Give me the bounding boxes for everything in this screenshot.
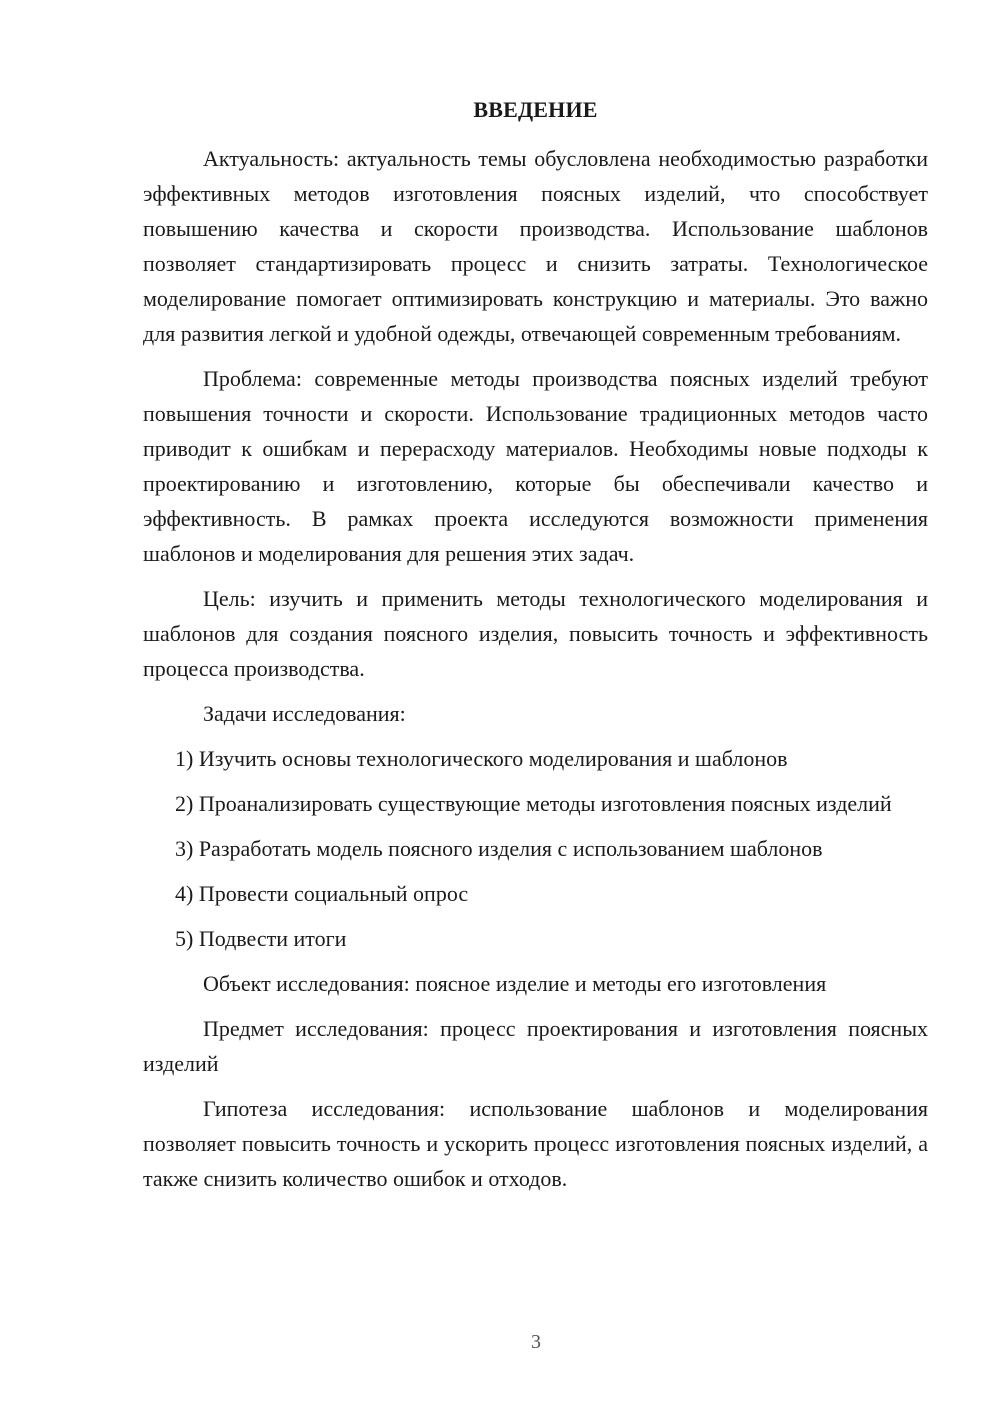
task-item-2: 2) Проанализировать существующие методы изготовления поясных изделий bbox=[175, 791, 892, 816]
paragraph-tasks-heading: Задачи исследования: bbox=[203, 701, 406, 726]
task-item-5: 5) Подвести итоги bbox=[175, 926, 347, 951]
paragraph-goal: Цель: изучить и применить методы технологического моделирования и шаблонов для создания поясного изделия, повысить точность и эффективность процесса производства. bbox=[143, 586, 928, 681]
paragraph-object: Объект исследования: поясное изделие и методы его изготовления bbox=[203, 971, 827, 996]
document-body bbox=[143, 92, 928, 1206]
paragraph-relevance: Актуальность: актуальность темы обусловлена необходимостью разработки эффективных методов изготовления поясных изделий, что способствует повышению качества и скорости производства. Использование шаблонов позволяет стандартизировать процесс и снизить затраты. Технологическое моделирование помогает оптимизировать конструкцию и материалы. Это важно для развития легкой и удобной одежды, отвечающей современным требованиям. bbox=[143, 146, 928, 346]
task-item-3: 3) Разработать модель поясного изделия с использованием шаблонов bbox=[175, 836, 823, 861]
task-item-4: 4) Провести социальный опрос bbox=[175, 881, 469, 906]
page-title: ВВЕДЕНИЕ bbox=[473, 97, 598, 122]
paragraph-problem: Проблема: современные методы производства поясных изделий требуют повышения точности и скорости. Использование традиционных методов часто приводит к ошибкам и перерасходу материалов. Необходимы новые подходы к проектированию и изготовлению, которые бы обеспечивали качество и эффективность. В рамках проекта исследуются возможности применения шаблонов и моделирования для решения этих задач. bbox=[143, 366, 928, 566]
task-item-1: 1) Изучить основы технологического моделирования и шаблонов bbox=[175, 746, 788, 771]
page-number: 3 bbox=[531, 1331, 541, 1353]
paragraph-subject: Предмет исследования: процесс проектирования и изготовления поясных изделий bbox=[143, 1016, 928, 1076]
paragraph-hypothesis: Гипотеза исследования: использование шаблонов и моделирования позволяет повысить точность и ускорить процесс изготовления поясных изделий, а также снизить количество ошибок и отходов. bbox=[143, 1096, 928, 1191]
